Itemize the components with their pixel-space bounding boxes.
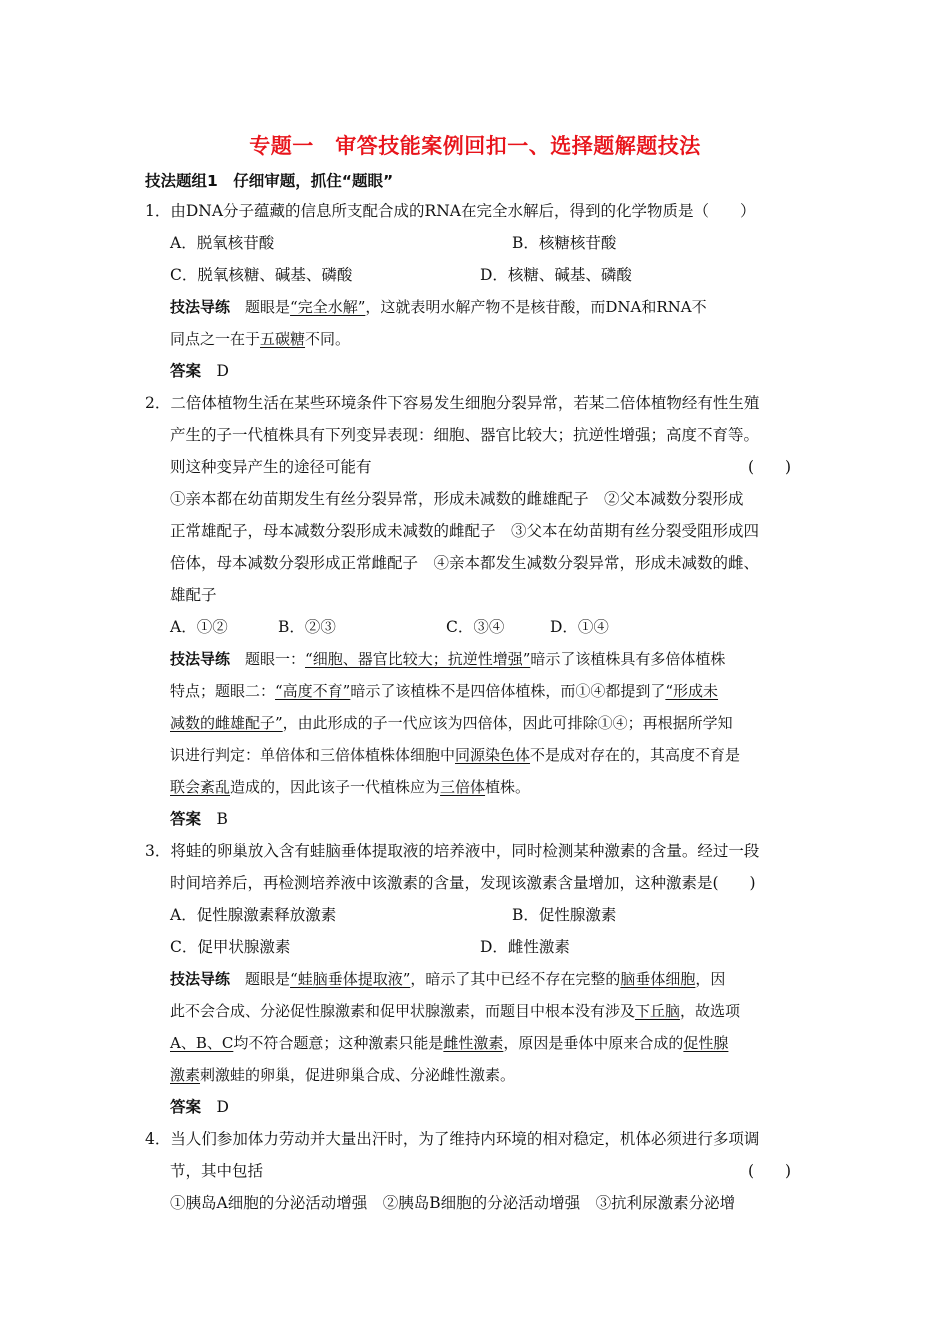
answer-value: B [216,810,228,828]
keyword-underline: 三倍体 [440,778,486,796]
guide-text: 识进行判定：单倍体和三倍体植株体细胞中 [170,746,456,764]
keyword-underline: “完全水解” [290,298,366,316]
guide-label: 技法导练 [170,970,231,988]
q3-option-a: A．促性腺激素释放激素 [170,906,337,924]
q2-guide-line-5 [170,776,530,798]
q4-statement-line-1: ①胰岛A细胞的分泌活动增强 ②胰岛B细胞的分泌活动增强 ③抗利尿激素分泌增 [170,1194,736,1212]
guide-text: ，故选项 [680,1002,741,1020]
guide-text: 暗示了该植株具有多倍体植株 [530,650,726,668]
q3-stem-line-2: 时间培养后，再检测培养液中该激素的含量，发现该激素含量增加，这种激素是( ) [170,874,756,892]
q2-option-b: B．②③ [278,618,336,636]
guide-text: 特点；题眼二： [170,682,276,700]
q2-option-d: D．①④ [550,618,609,636]
guide-text: 刺激蛙的卵巢，促进卵巢合成、分泌雌性激素。 [200,1066,516,1084]
answer-label: 答案 [170,810,202,828]
q4-stem-line-2: 节，其中包括 [170,1162,264,1180]
guide-text: 不同。 [305,330,351,348]
q2-statement-line-4: 雄配子 [170,586,217,604]
q2-option-a: A．①② [170,618,228,636]
q1-guide-line-1 [170,296,707,318]
q2-statement-line-1: ①亲本都在幼苗期发生有丝分裂异常，形成未减数的雌雄配子 ②父本减数分裂形成 [170,490,744,508]
q4-stem-line-1: 4．当人们参加体力劳动并大量出汗时，为了维持内环境的相对稳定，机体必须进行多项调 [145,1130,760,1148]
keyword-underline: “高度不育” [275,682,351,700]
q3-guide-line-2 [170,1000,740,1022]
answer-value: D [216,1098,229,1116]
keyword-underline: 五碳糖 [260,330,306,348]
guide-text: 暗示了该植株不是四倍体植株，而①④都提到了 [350,682,666,700]
q2-answer [170,808,228,830]
guide-text: 同点之一在于 [170,330,261,348]
guide-text: ，原因是垂体中原来合成的 [503,1034,684,1052]
q1-guide-line-2 [170,328,350,350]
page-title: 专题一 审答技能案例回扣一、选择题解题技法 [249,134,701,158]
q3-guide-line-3 [170,1032,728,1054]
guide-text: ，暗示了其中已经不存在完整的 [410,970,621,988]
q3-option-b: B．促性腺激素 [512,906,617,924]
keyword-underline: 下丘脑 [635,1002,681,1020]
keyword-underline: 雌性激素 [443,1034,504,1052]
answer-label: 答案 [170,1098,202,1116]
q1-option-c: C．脱氧核糖、碱基、磷酸 [170,266,353,284]
q1-option-d: D．核糖、碱基、磷酸 [480,266,632,284]
guide-text: ，这就表明水解产物不是核苷酸，而DNA和RNA不 [365,298,707,316]
q3-guide-line-1 [170,968,725,990]
keyword-underline: 脑垂体细胞 [620,970,696,988]
keyword-underline: “形成未 [665,682,719,700]
q3-guide-line-4 [170,1064,515,1086]
guide-text: 题眼是 [230,298,291,316]
guide-text: 均不符合题意；这种激素只能是 [233,1034,444,1052]
q2-statement-line-3: 倍体，母本减数分裂形成正常雌配子 ④亲本都发生减数分裂异常，形成未减数的雌、 [170,554,760,572]
keyword-underline: A、B、C [170,1034,234,1052]
q3-stem-line-1: 3．将蛙的卵巢放入含有蛙脑垂体提取液的培养液中，同时检测某种激素的含量。经过一段 [145,842,760,860]
keyword-underline: 促性腺 [683,1034,729,1052]
guide-text: 题眼是 [230,970,291,988]
q1-answer [170,360,229,382]
keyword-underline: “细胞、器官比较大；抗逆性增强” [305,650,531,668]
guide-text: ，因 [695,970,726,988]
q2-answer-blank: ( ) [748,458,792,476]
q3-option-c: C．促甲状腺激素 [170,938,291,956]
q2-guide-line-1 [170,648,725,670]
q1-option-b: B．核糖核苷酸 [512,234,617,252]
q1-option-a: A．脱氧核苷酸 [170,234,275,252]
guide-text: 不是成对存在的，其高度不育是 [530,746,741,764]
guide-text: 植株。 [485,778,531,796]
q3-answer [170,1096,229,1118]
q2-stem-line-3: 则这种变异产生的途径可能有 [170,458,372,476]
keyword-underline: “蛙脑垂体提取液” [290,970,411,988]
q2-stem-line-2: 产生的子一代植株具有下列变异表现：细胞、器官比较大；抗逆性增强；高度不育等。 [170,426,760,444]
q4-answer-blank: ( ) [748,1162,792,1180]
q2-statement-line-2: 正常雄配子，母本减数分裂形成未减数的雌配子 ③父本在幼苗期有丝分裂受阻形成四 [170,522,760,540]
guide-text: 此不会合成、分泌促性腺激素和促甲状腺激素，而题目中根本没有涉及 [170,1002,636,1020]
answer-label: 答案 [170,362,202,380]
answer-value: D [216,362,229,380]
q2-guide-line-2 [170,680,718,702]
section-heading: 技法题组1 仔细审题，抓住“题眼” [145,172,394,190]
guide-label: 技法导练 [170,650,231,668]
q2-stem-line-1: 2．二倍体植物生活在某些环境条件下容易发生细胞分裂异常，若某二倍体植物经有性生殖 [145,394,760,412]
q2-guide-line-4 [170,744,740,766]
q2-option-c: C．③④ [446,618,505,636]
keyword-underline: 同源染色体 [455,746,531,764]
q1-stem: 1．由DNA分子蕴藏的信息所支配合成的RNA在完全水解后，得到的化学物质是（ ） [145,202,756,220]
guide-text: 造成的，因此该子一代植株应为 [230,778,441,796]
keyword-underline: 联会紊乱 [170,778,231,796]
keyword-underline: 激素 [170,1066,201,1084]
q3-option-d: D．雌性激素 [480,938,570,956]
keyword-underline: 减数的雌雄配子” [170,714,283,732]
guide-label: 技法导练 [170,298,231,316]
q2-guide-line-3 [170,712,733,734]
guide-text: 题眼一： [230,650,306,668]
guide-text: ，由此形成的子一代应该为四倍体，因此可排除①④；再根据所学知 [282,714,733,732]
